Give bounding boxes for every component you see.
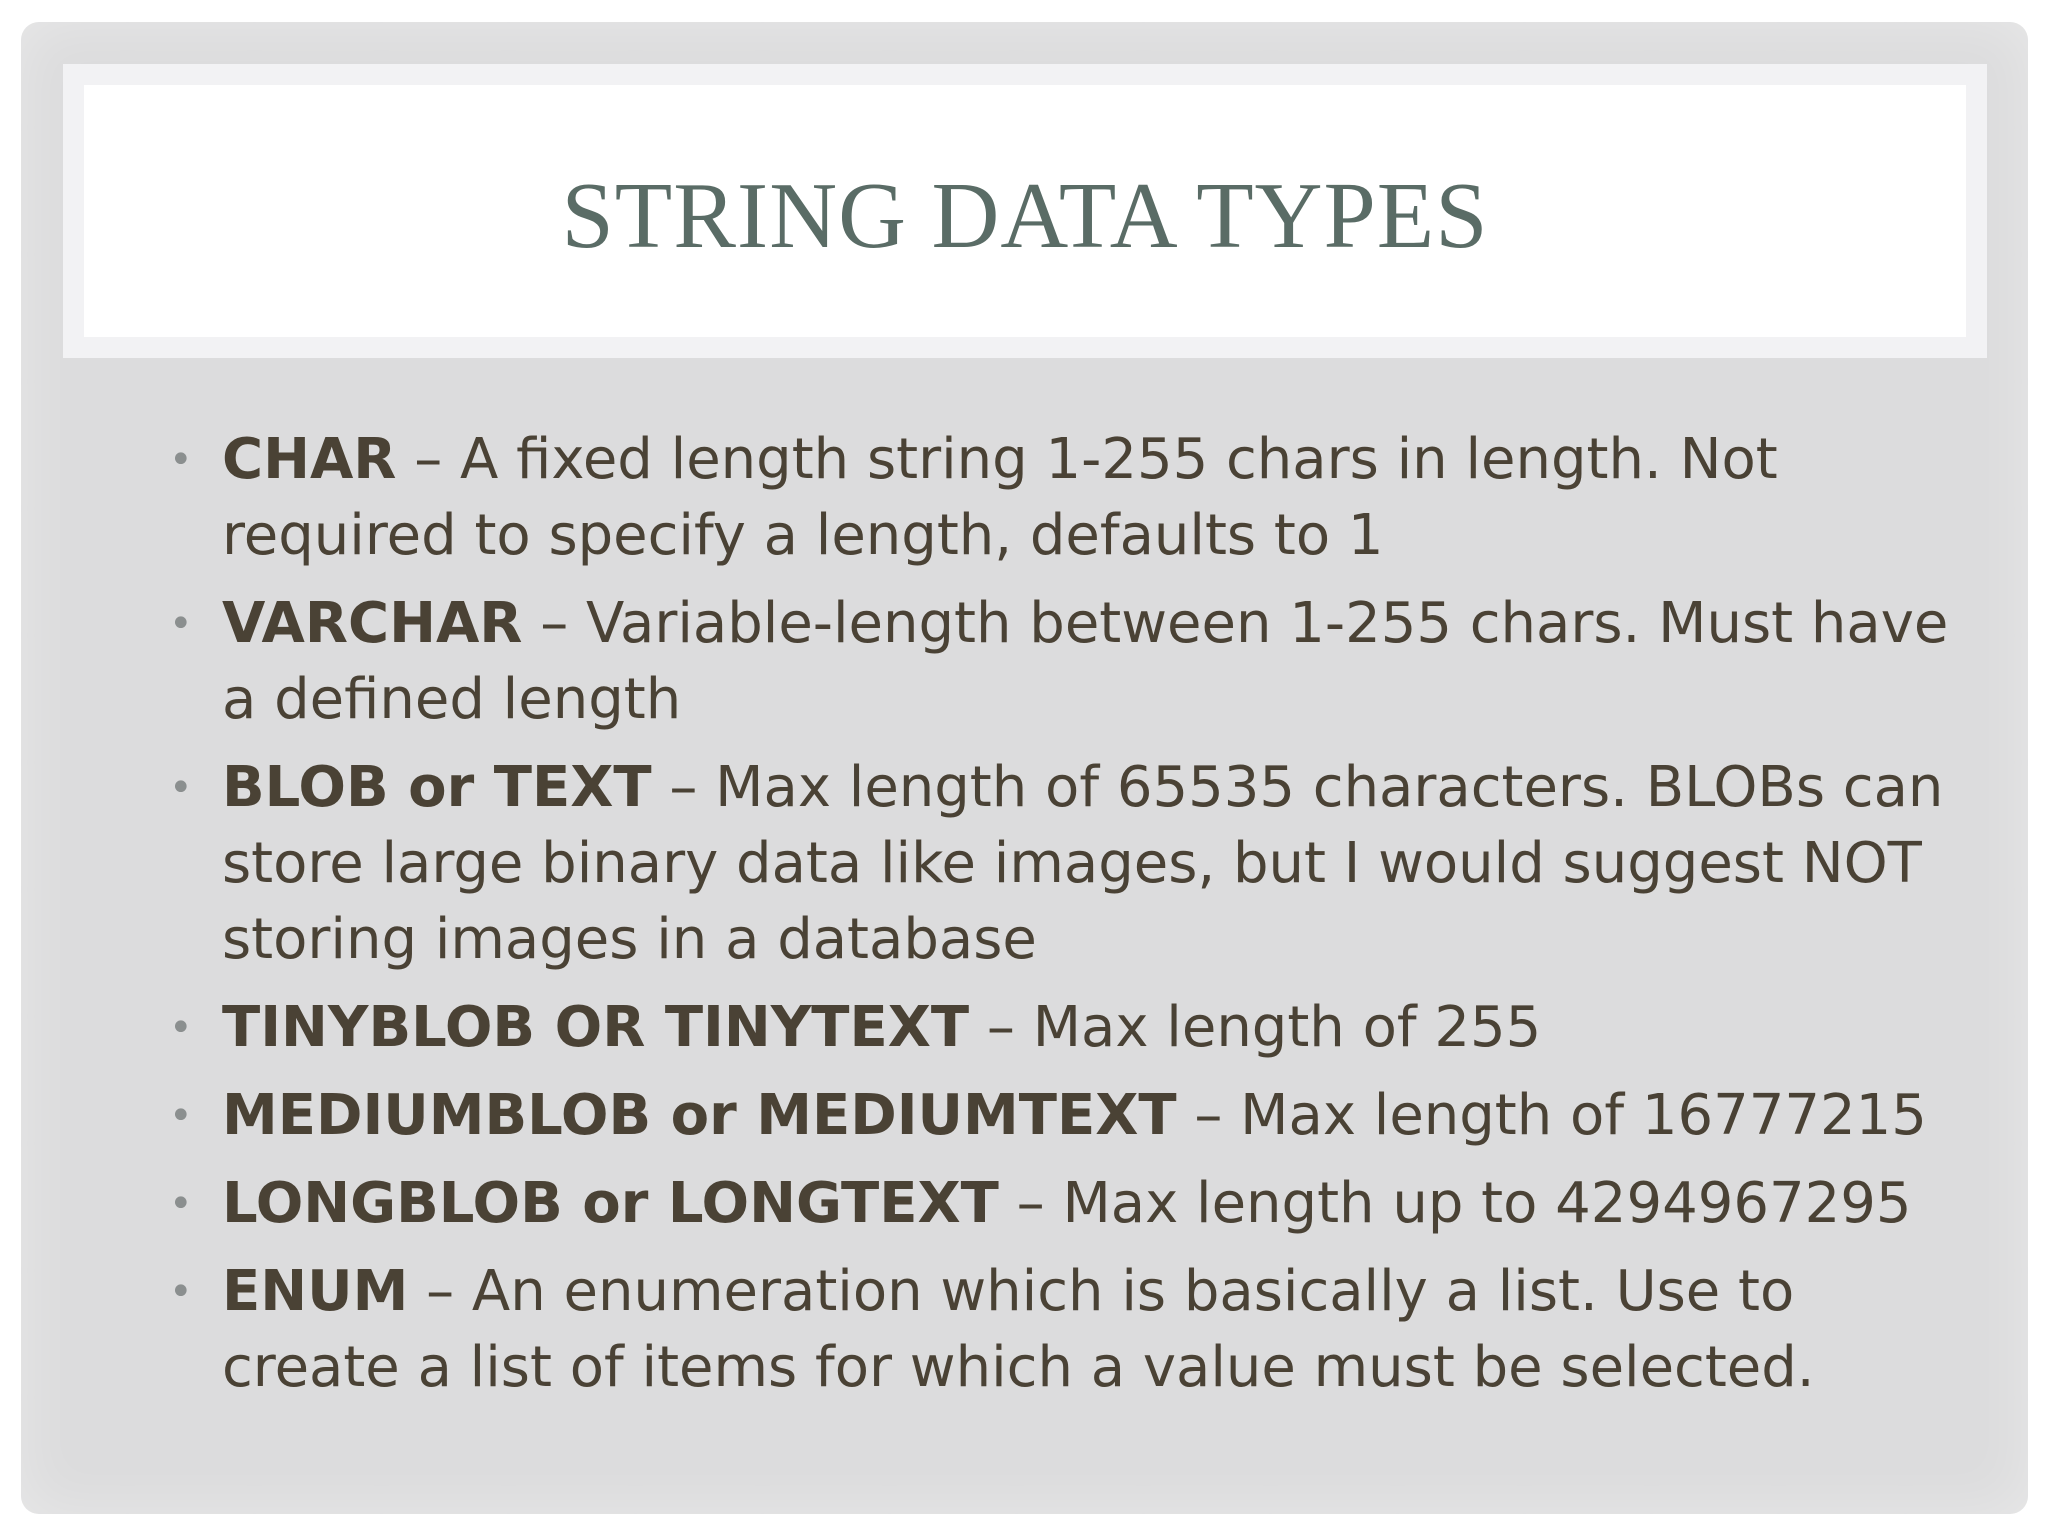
bullet-item-char bbox=[149, 422, 1949, 574]
bullet-item-varchar bbox=[149, 586, 1949, 738]
slide-title: STRING DATA TYPES bbox=[561, 164, 1489, 268]
bullet-term: MEDIUMBLOB or MEDIUMTEXT bbox=[222, 1083, 1177, 1148]
bullet-item-enum bbox=[149, 1254, 1949, 1406]
bullet-item-longblob bbox=[149, 1166, 1949, 1242]
title-band bbox=[63, 64, 1987, 358]
bullet-term: CHAR bbox=[222, 427, 397, 492]
bullet-dot-icon: • bbox=[169, 1181, 193, 1227]
bullet-item-mediumblob bbox=[149, 1078, 1949, 1154]
slide-body bbox=[149, 422, 1949, 1418]
bullet-dot-icon: • bbox=[169, 1005, 193, 1051]
bullet-list bbox=[149, 422, 1949, 1406]
bullet-dot-icon: • bbox=[169, 601, 193, 647]
bullet-dot-icon: • bbox=[169, 1269, 193, 1315]
bullet-dot-icon: • bbox=[169, 1093, 193, 1139]
bullet-text: – Max length of 16777215 bbox=[1176, 1083, 1927, 1148]
bullet-item-blob-text bbox=[149, 750, 1949, 978]
bullet-item-tinyblob bbox=[149, 990, 1949, 1066]
title-box bbox=[84, 85, 1966, 337]
bullet-dot-icon: • bbox=[169, 437, 193, 483]
bullet-term: LONGBLOB or LONGTEXT bbox=[222, 1171, 999, 1236]
bullet-term: VARCHAR bbox=[222, 591, 523, 656]
bullet-term: BLOB or TEXT bbox=[222, 755, 652, 820]
bullet-text: – Max length of 255 bbox=[969, 995, 1542, 1060]
bullet-text: – An enumeration which is basically a list. Use to create a list of items for which a value must be selected. bbox=[222, 1259, 1815, 1400]
bullet-dot-icon: • bbox=[169, 765, 193, 811]
bullet-text: – Max length of 65535 characters. BLOBs can store large binary data like images, but I would suggest NOT storing images in a database bbox=[222, 755, 1944, 972]
slide bbox=[21, 22, 2028, 1514]
bullet-text: – A fixed length string 1-255 chars in length. Not required to specify a length, defaults to 1 bbox=[222, 427, 1778, 568]
bullet-term: TINYBLOB OR TINYTEXT bbox=[222, 995, 970, 1060]
bullet-text: – Max length up to 4294967295 bbox=[998, 1171, 1912, 1236]
bullet-text: – Variable-length between 1-255 chars. Must have a defined length bbox=[222, 591, 1949, 732]
bullet-term: ENUM bbox=[222, 1259, 409, 1324]
